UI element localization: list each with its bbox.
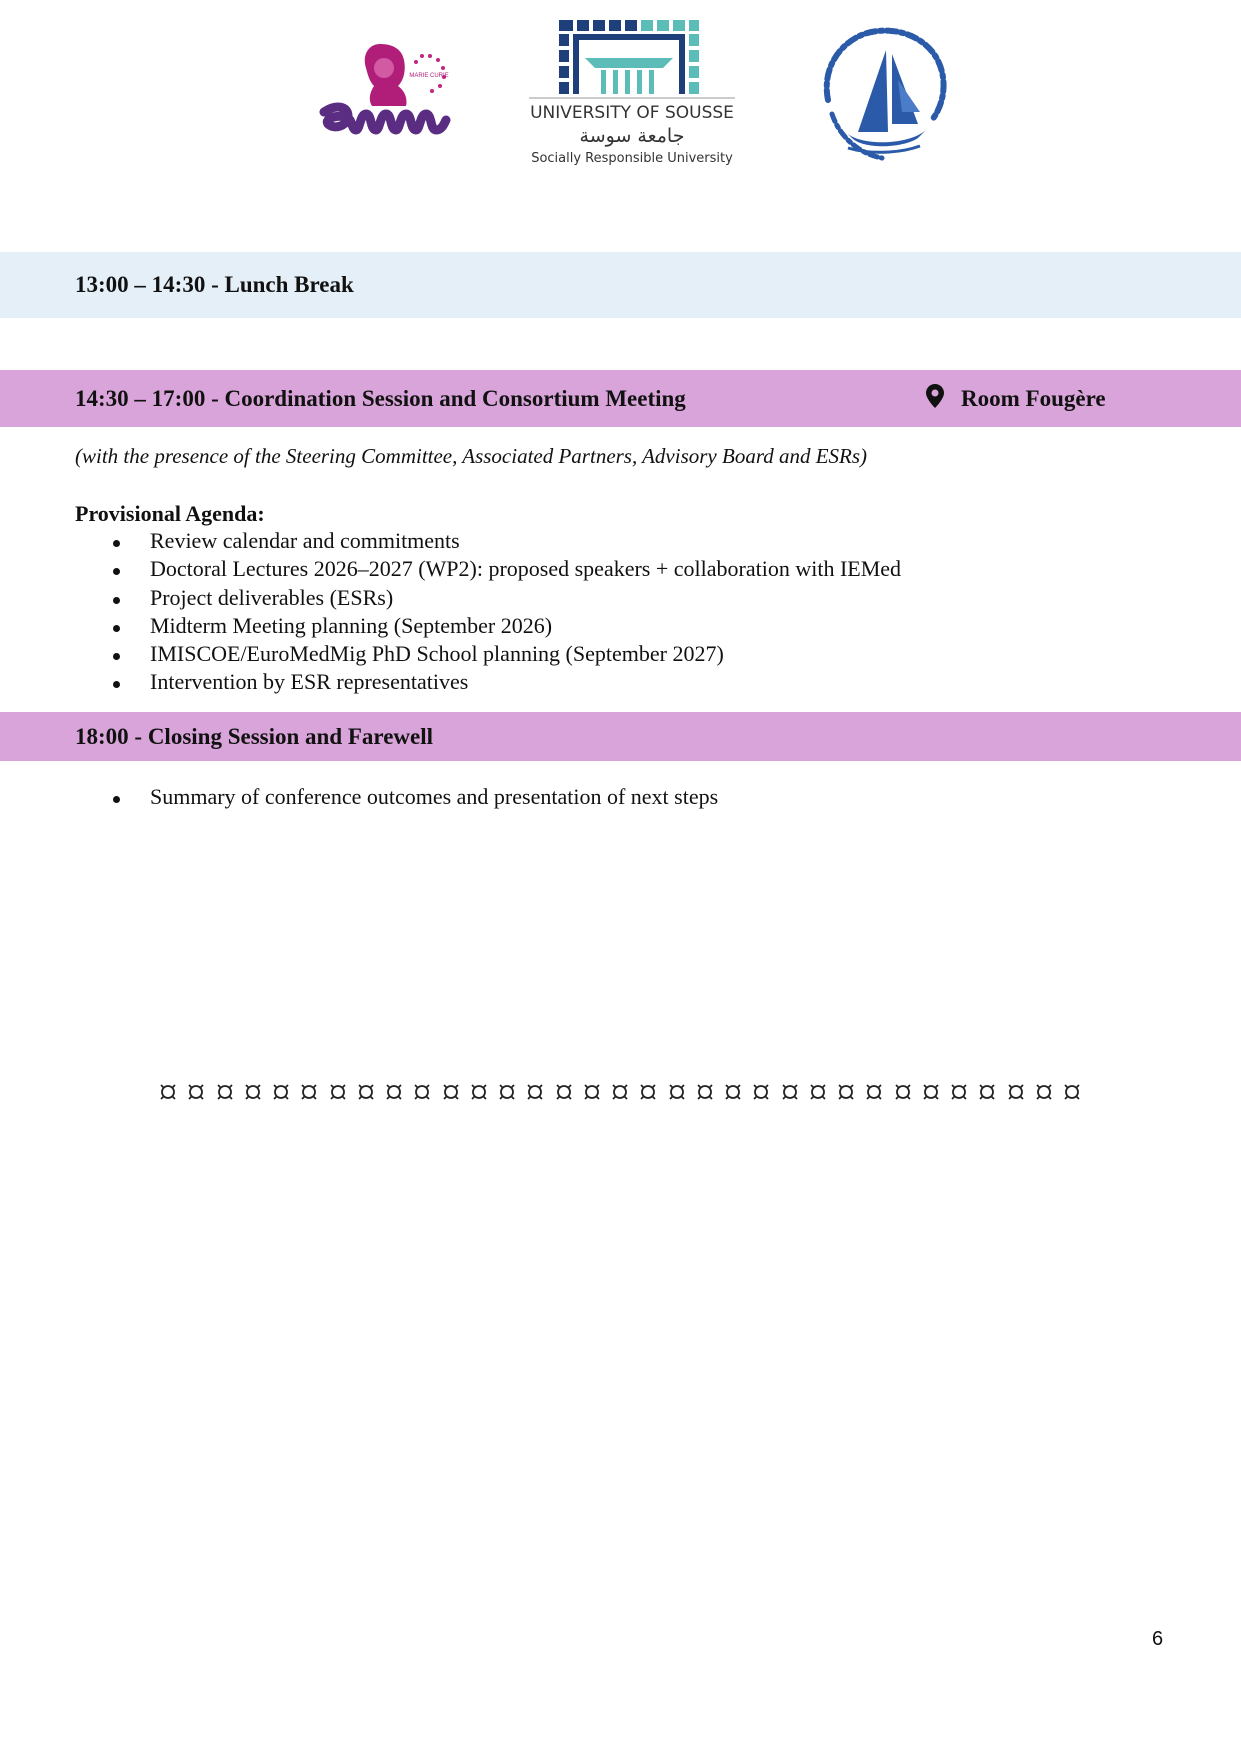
ornament-icon — [638, 1082, 658, 1102]
ornament-icon — [469, 1082, 489, 1102]
ornament-icon — [921, 1082, 941, 1102]
ornament-icon — [186, 1082, 206, 1102]
svg-text:جامعة سوسة: جامعة سوسة — [579, 125, 685, 147]
closing-session-heading: 18:00 - Closing Session and Farewell — [75, 724, 434, 749]
list-item: Summary of conference outcomes and presentation of next steps — [0, 784, 1241, 814]
ornament-icon — [864, 1082, 884, 1102]
bullet-icon — [113, 597, 120, 604]
ornament-icon — [780, 1082, 800, 1102]
bullet-icon — [113, 625, 120, 632]
ornament-icon — [441, 1082, 461, 1102]
bullet-icon — [113, 540, 120, 547]
ornament-icon — [356, 1082, 376, 1102]
ornament-icon — [412, 1082, 432, 1102]
coordination-session-band — [0, 370, 1241, 427]
list-item: Project deliverables (ESRs) — [0, 585, 1241, 613]
ornament-icon — [1006, 1082, 1026, 1102]
ornament-icon — [582, 1082, 602, 1102]
ornament-icon — [158, 1082, 178, 1102]
list-item: Review calendar and commitments — [0, 528, 1241, 556]
ornament-divider — [158, 1082, 1088, 1106]
ornament-icon — [667, 1082, 687, 1102]
ornament-icon — [215, 1082, 235, 1102]
bullet-icon — [113, 653, 120, 660]
agenda-list — [0, 528, 1241, 698]
coordination-session-heading: 14:30 – 17:00 - Coordination Session and Consortium Meeting — [75, 386, 686, 411]
page-number: 6 — [1152, 1628, 1164, 1650]
ornament-icon — [554, 1082, 574, 1102]
ornament-icon — [695, 1082, 715, 1102]
ornament-icon — [610, 1082, 630, 1102]
ornament-icon — [328, 1082, 348, 1102]
faculty-emblem-logo — [808, 20, 958, 170]
bullet-icon — [113, 796, 120, 803]
lunch-break-heading: 13:00 – 14:30 - Lunch Break — [75, 272, 354, 297]
ornament-icon — [1034, 1082, 1054, 1102]
agenda-title: Provisional Agenda: — [75, 501, 265, 526]
ornament-icon — [384, 1082, 404, 1102]
university-of-sousse-logo — [527, 16, 737, 166]
svg-text:UNIVERSITY OF SOUSSE: UNIVERSITY OF SOUSSE — [530, 103, 734, 123]
ornament-icon — [949, 1082, 969, 1102]
ornament-icon — [497, 1082, 517, 1102]
ornament-icon — [1062, 1082, 1082, 1102]
header-logos — [0, 14, 1241, 174]
ornament-icon — [836, 1082, 856, 1102]
ornament-icon — [243, 1082, 263, 1102]
bullet-icon — [113, 681, 120, 688]
closing-session-band — [0, 712, 1241, 761]
lunch-break-band — [0, 252, 1241, 318]
ornament-icon — [723, 1082, 743, 1102]
ornament-icon — [893, 1082, 913, 1102]
ornament-icon — [271, 1082, 291, 1102]
closing-list — [0, 784, 1241, 814]
emm-logo — [318, 34, 468, 144]
list-item: Intervention by ESR representatives — [0, 669, 1241, 697]
svg-text:Socially Responsible Universit: Socially Responsible University — [531, 151, 733, 166]
location-pin-icon — [926, 384, 944, 408]
list-item: Doctoral Lectures 2026–2027 (WP2): proposed speakers + collaboration with IEMed — [0, 556, 1241, 584]
room-label: Room Fougère — [961, 386, 1106, 411]
svg-text:MARIE CURIE: MARIE CURIE — [409, 73, 449, 79]
attendance-note: (with the presence of the Steering Committee, Associated Partners, Advisory Board and ESRs) — [75, 444, 868, 468]
ornament-icon — [977, 1082, 997, 1102]
bullet-icon — [113, 568, 120, 575]
ornament-icon — [299, 1082, 319, 1102]
ornament-icon — [525, 1082, 545, 1102]
list-item: Midterm Meeting planning (September 2026) — [0, 613, 1241, 641]
list-item: IMISCOE/EuroMedMig PhD School planning (September 2027) — [0, 641, 1241, 669]
ornament-icon — [751, 1082, 771, 1102]
ornament-icon — [808, 1082, 828, 1102]
